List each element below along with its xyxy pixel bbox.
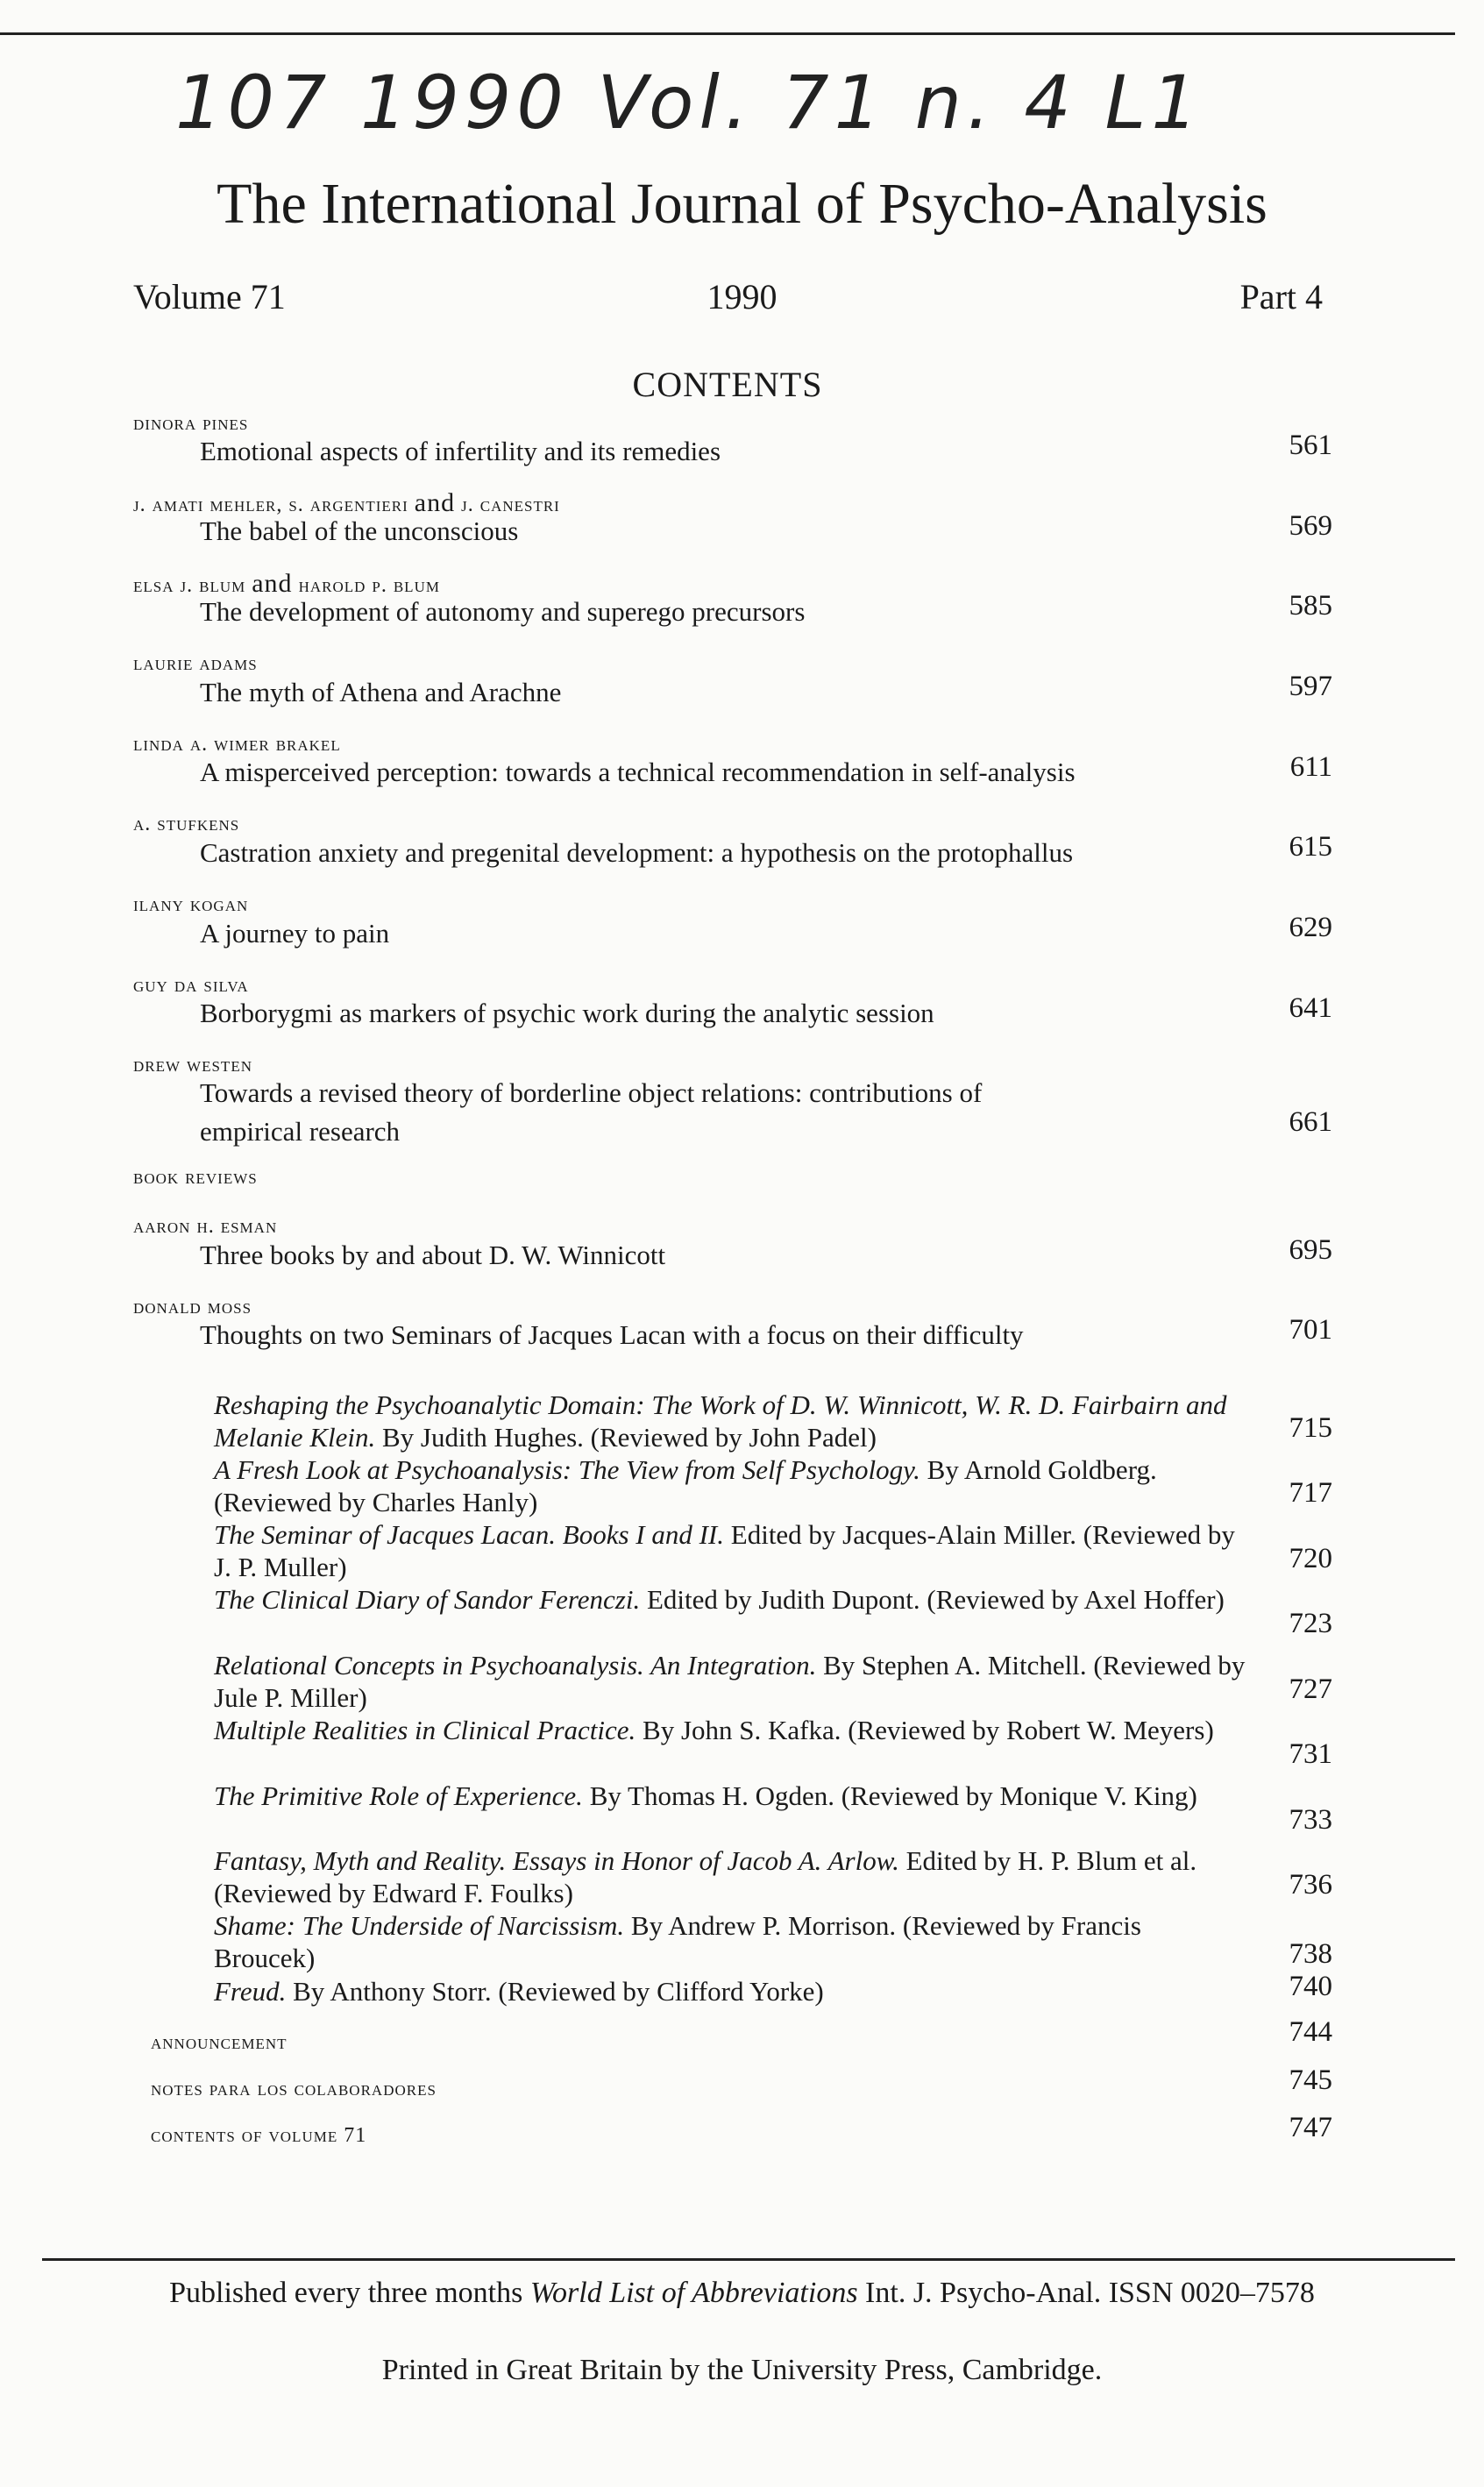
article-title: The babel of the unconscious (200, 515, 519, 546)
article-title: The development of autonomy and superego precursors (200, 596, 806, 627)
volume-contents-label: contents of volume 71 (151, 2124, 367, 2147)
review-details: By Judith Hughes. (Reviewed by John Padel) (375, 1422, 877, 1453)
contents-heading: CONTENTS (632, 365, 823, 404)
review-entry (214, 1649, 1248, 1714)
review-essay-title: Three books by and about D. W. Winnicott (200, 1240, 666, 1270)
publication-note (0, 2277, 1484, 2310)
article-page: 629 (1289, 912, 1332, 943)
announcement-page: 744 (1289, 2016, 1332, 2048)
review-entry (214, 1453, 1248, 1518)
review-details: By Stephen A. Mitchell. (Reviewed by Jule P. Miller) (214, 1650, 1246, 1713)
review-page: 731 (1289, 1738, 1332, 1770)
article-title: The myth of Athena and Arachne (200, 677, 562, 707)
review-book-title: The Seminar of Jacques Lacan. Books I and II. (214, 1519, 725, 1550)
publication-frequency: Published every three months (169, 2277, 530, 2309)
review-essay-author: aaron h. esman (133, 1215, 278, 1238)
article-page: 661 (1289, 1106, 1332, 1138)
review-page: 720 (1289, 1543, 1332, 1574)
review-details: By Arnold Goldberg. (Reviewed by Charles Hanly) (214, 1454, 1157, 1517)
issn-text: Int. J. Psycho-Anal. ISSN 0020–7578 (857, 2277, 1315, 2309)
review-entry (214, 1518, 1248, 1583)
review-details: By Andrew P. Morrison. (Reviewed by Francis Broucek) (214, 1910, 1141, 1973)
review-page: 715 (1289, 1412, 1332, 1444)
review-details: By Anthony Storr. (Reviewed by Clifford Yorke) (286, 1976, 824, 2007)
article-page: 585 (1289, 590, 1332, 622)
notes-label: notes para los colaboradores (151, 2078, 437, 2100)
review-book-title: Multiple Realities in Clinical Practice. (214, 1715, 636, 1745)
article-page: 641 (1289, 992, 1332, 1024)
article-page: 615 (1289, 831, 1332, 863)
review-book-title: A Fresh Look at Psychoanalysis: The View from Self Psychology. (214, 1454, 920, 1485)
review-entry (214, 1714, 1248, 1746)
review-page: 740 (1289, 1971, 1332, 2002)
article-title: Emotional aspects of infertility and its remedies (200, 436, 721, 466)
review-details: By Thomas H. Ogden. (Reviewed by Monique V. King) (582, 1780, 1197, 1811)
review-essay-page: 701 (1289, 1314, 1332, 1346)
volume-contents-page: 747 (1289, 2112, 1332, 2143)
article-title-line: Towards a revised theory of borderline object relations: contributions of (200, 1077, 983, 1108)
author-part: j. canestri (461, 494, 560, 516)
handwritten-note: 107 1990 Vol. 71 n. 4 L1 (175, 60, 1204, 146)
review-entry (214, 1909, 1248, 1974)
review-essay-page: 695 (1289, 1234, 1332, 1266)
article-author: ilany kogan (133, 893, 249, 916)
review-essay-title: Thoughts on two Seminars of Jacques Lacan with a focus on their difficulty (200, 1319, 1024, 1350)
author-conjunction: and (252, 569, 293, 598)
article-title (200, 1074, 1252, 1151)
top-rule (0, 32, 1455, 35)
article-author: linda a. wimer brakel (133, 733, 341, 756)
article-author: drew westen (133, 1054, 252, 1077)
review-essay-author: donald moss (133, 1296, 252, 1318)
review-book-title: The Clinical Diary of Sandor Ferenczi. (214, 1584, 641, 1615)
article-page: 611 (1289, 751, 1332, 783)
article-author: guy da silva (133, 974, 249, 997)
review-entry (214, 1975, 1248, 2007)
article-author: a. stufkens (133, 813, 240, 835)
review-details: By John S. Kafka. (Reviewed by Robert W. Meyers) (635, 1715, 1214, 1745)
author-conjunction: and (414, 488, 456, 517)
announcement-label: announcement (151, 2031, 288, 2054)
article-author: dinora pines (133, 412, 249, 435)
review-page: 733 (1289, 1804, 1332, 1836)
review-page: 727 (1289, 1673, 1332, 1705)
review-entry (214, 1389, 1248, 1453)
abbreviation-source: World List of Abbreviations (529, 2277, 858, 2309)
issue-year: 1990 (706, 277, 778, 316)
author-part: elsa j. blum (133, 574, 246, 597)
author-part: harold p. blum (298, 574, 440, 597)
review-entry (214, 1780, 1248, 1812)
review-entry (214, 1583, 1248, 1616)
review-details: Edited by H. P. Blum et al. (Reviewed by Edward F. Foulks) (214, 1845, 1197, 1908)
review-details: Edited by Judith Dupont. (Reviewed by Axel Hoffer) (640, 1584, 1225, 1615)
notes-page: 745 (1289, 2064, 1332, 2096)
review-book-title: Freud. (214, 1976, 287, 2007)
book-reviews-heading: book reviews (133, 1166, 258, 1189)
article-page: 569 (1289, 510, 1332, 542)
review-entry (214, 1844, 1248, 1909)
review-page: 736 (1289, 1869, 1332, 1901)
article-page: 597 (1289, 671, 1332, 702)
journal-title: The International Journal of Psycho-Analysis (217, 172, 1267, 236)
article-title-line: empirical research (200, 1116, 401, 1147)
article-title: A journey to pain (200, 918, 390, 949)
review-page: 723 (1289, 1608, 1332, 1639)
review-book-title: Shame: The Underside of Narcissism. (214, 1910, 625, 1941)
review-book-title: Fantasy, Myth and Reality. Essays in Honor of Jacob A. Arlow. (214, 1845, 899, 1876)
issue-volume: Volume 71 (133, 277, 286, 316)
article-title: A misperceived perception: towards a technical recommendation in self-analysis (200, 757, 1076, 787)
review-page: 717 (1289, 1477, 1332, 1509)
bottom-rule (42, 2258, 1455, 2261)
author-part: j. amati mehler, s. argentieri (133, 494, 408, 516)
article-title: Borborygmi as markers of psychic work during the analytic session (200, 998, 934, 1028)
review-details: Edited by Jacques-Alain Miller. (Reviewed by J. P. Muller) (214, 1519, 1235, 1582)
review-book-title: Reshaping the Psychoanalytic Domain: The Work of D. W. Winnicott, W. R. D. Fairbairn and Melanie Klein. (214, 1389, 1227, 1453)
printer-note: Printed in Great Britain by the University Press, Cambridge. (381, 2354, 1103, 2386)
review-page: 738 (1289, 1938, 1332, 1970)
review-book-title: Relational Concepts in Psychoanalysis. An Integration. (214, 1650, 817, 1681)
article-page: 561 (1289, 430, 1332, 461)
article-author: laurie adams (133, 652, 258, 675)
review-book-title: The Primitive Role of Experience. (214, 1780, 583, 1811)
article-title: Castration anxiety and pregenital development: a hypothesis on the protophallus (200, 837, 1074, 868)
issue-part: Part 4 (1239, 277, 1323, 316)
